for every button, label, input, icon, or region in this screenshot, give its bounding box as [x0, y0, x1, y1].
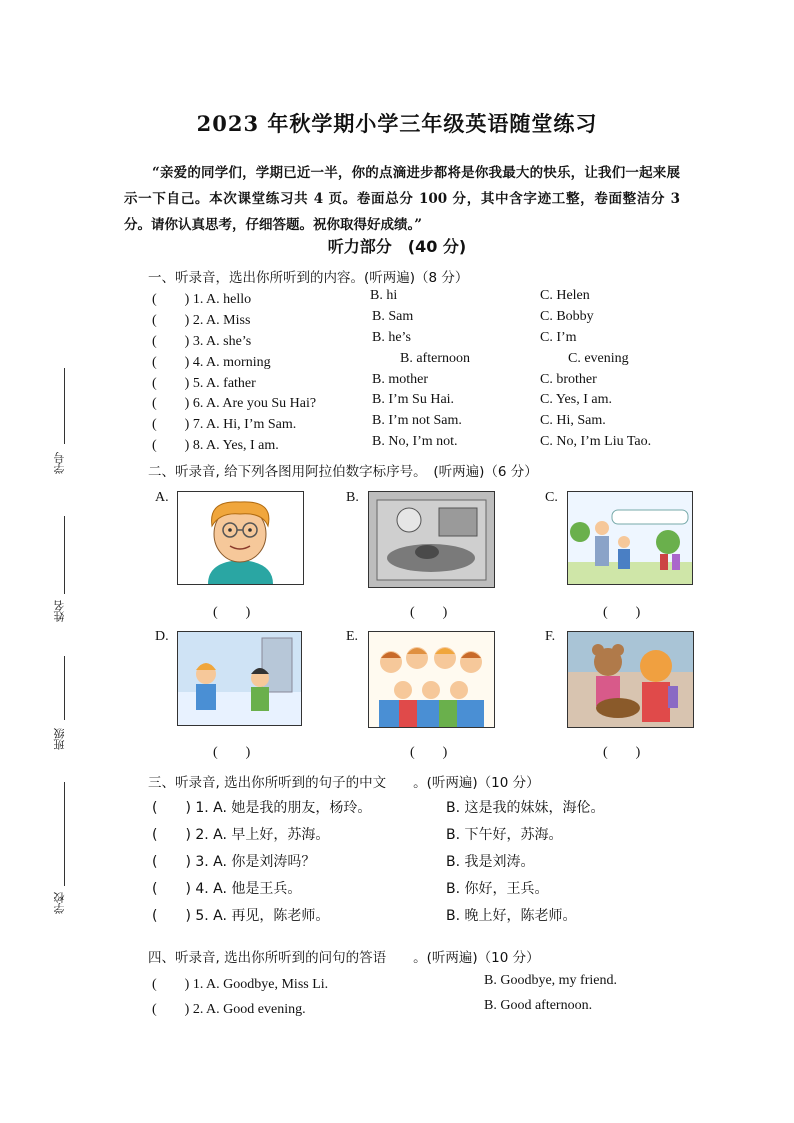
margin-line-school[interactable] [64, 782, 65, 886]
s3-item-2-b: B. 下午好，苏海。 [446, 827, 563, 843]
s4-item-1-b: B. Goodbye, my friend. [484, 973, 617, 988]
s1-item-1-a: ( ) 1. A. hello [152, 292, 252, 307]
intro-paragraph: “亲爱的同学们，学期已近一半，你的点滴进步都将是你我最大的快乐，让我们一起来展示一下自己。本次课堂练习共 4 页。卷面总分 100 分，其中含字迹工整，卷面整洁分 3 分。请你认真思考，仔细答题。祝你取得好成绩。” [124, 165, 680, 233]
s3-item-3-b: B. 我是刘涛。 [446, 854, 535, 870]
s1-item-4-b: B. afternoon [400, 351, 470, 366]
s1-item-3-b: B. he’s [372, 330, 411, 345]
s1-item-4-c: C. evening [568, 351, 629, 366]
s3-item-4-a: ( ) 4. A. 他是王兵。 [152, 881, 302, 897]
father-and-child-icon [568, 492, 692, 584]
s1-item-7-c: C. Hi, Sam. [540, 413, 606, 428]
s1-item-1-b: B. hi [370, 288, 398, 303]
s3-item-2-a: ( ) 2. A. 早上好，苏海。 [152, 827, 330, 843]
s1-item-2-b: B. Sam [372, 309, 414, 324]
picture-e-label: E. [346, 629, 359, 644]
s4-item-2-b: B. Good afternoon. [484, 998, 593, 1013]
picture-b-label: B. [346, 490, 359, 505]
margin-label-name: 姓名 [53, 600, 66, 622]
s1-item-2-c: C. Bobby [540, 309, 594, 324]
picture-a-label: A. [155, 490, 169, 505]
picture-c-answer[interactable]: ( ) [603, 605, 641, 620]
s4-item-1-a: ( ) 1. A. Goodbye, Miss Li. [152, 977, 329, 992]
s1-item-8-c: C. No, I’m Liu Tao. [540, 434, 652, 449]
picture-c-frame [567, 491, 693, 585]
s3-item-5-b: B. 晚上好，陈老师。 [446, 908, 577, 924]
page-title: 2023 年秋学期小学三年级英语随堂练习 [196, 111, 598, 136]
picture-d-frame [177, 631, 302, 726]
picture-a-answer[interactable]: ( ) [213, 605, 251, 620]
boy-with-glasses-icon [178, 492, 303, 584]
s1-item-8-b: B. No, I’m not. [372, 434, 458, 449]
picture-d-answer[interactable]: ( ) [213, 745, 251, 760]
picture-f-frame [567, 631, 694, 728]
s1-item-6-c: C. Yes, I am. [540, 392, 612, 407]
family-group-icon [369, 632, 494, 727]
s3-item-1-b: B. 这是我的妹妹，海伦。 [446, 800, 605, 816]
s3-item-4-b: B. 你好，王兵。 [446, 881, 549, 897]
s1-item-7-a: ( ) 7. A. Hi, I’m Sam. [152, 417, 297, 432]
s1-item-4-a: ( ) 4. A. morning [152, 355, 271, 370]
picture-f-answer[interactable]: ( ) [603, 745, 641, 760]
s3-item-1-a: ( ) 1. A. 她是我的朋友，杨玲。 [152, 800, 372, 816]
classroom-scene-icon [369, 492, 494, 587]
margin-line-class[interactable] [64, 656, 65, 720]
s1-item-6-a: ( ) 6. A. Are you Su Hai? [152, 396, 317, 411]
picture-d-label: D. [155, 629, 169, 644]
s1-item-5-a: ( ) 5. A. father [152, 376, 256, 391]
picture-e-answer[interactable]: ( ) [410, 745, 448, 760]
picture-f-label: F. [545, 629, 556, 644]
section3-heading: 三、听录音, 选出你所听到的句子的中文 。(听两遍)（10 分） [148, 775, 540, 791]
s1-item-8-a: ( ) 8. A. Yes, I am. [152, 438, 279, 453]
s1-item-6-b: B. I’m Su Hai. [372, 392, 455, 407]
picture-b-frame [368, 491, 495, 588]
s1-item-3-c: C. I’m [540, 330, 577, 345]
s1-item-2-a: ( ) 2. A. Miss [152, 313, 251, 328]
s1-item-1-c: C. Helen [540, 288, 590, 303]
margin-line-student-id[interactable] [64, 368, 65, 444]
s1-item-7-b: B. I’m not Sam. [372, 413, 462, 428]
section4-heading: 四、听录音, 选出你所听到的问句的答语 。(听两遍)（10 分） [148, 950, 540, 966]
picture-e-frame [368, 631, 495, 728]
s3-item-3-a: ( ) 3. A. 你是刘涛吗？ [152, 854, 316, 870]
picture-b-answer[interactable]: ( ) [410, 605, 448, 620]
two-students-icon [178, 632, 301, 725]
margin-line-name[interactable] [64, 516, 65, 594]
s4-item-2-a: ( ) 2. A. Good evening. [152, 1002, 306, 1017]
cartoon-animals-icon [568, 632, 693, 727]
section2-heading: 二、听录音, 给下列各图用阿拉伯数字标序号。 (听两遍)（6 分） [148, 464, 538, 480]
listening-part-heading: 听力部分 (40 分) [327, 237, 467, 256]
picture-c-label: C. [545, 490, 558, 505]
s1-item-3-a: ( ) 3. A. she’s [152, 334, 252, 349]
picture-a-frame [177, 491, 304, 585]
s3-item-5-a: ( ) 5. A. 再见，陈老师。 [152, 908, 330, 924]
margin-label-class: 班级 [53, 728, 66, 750]
margin-label-school: 学校 [53, 892, 66, 914]
s1-item-5-c: C. brother [540, 372, 597, 387]
section1-heading: 一、听录音，选出你所听到的内容。(听两遍)（8 分） [148, 270, 469, 286]
s1-item-5-b: B. mother [372, 372, 428, 387]
margin-label-student-id: 学号 [53, 452, 66, 474]
